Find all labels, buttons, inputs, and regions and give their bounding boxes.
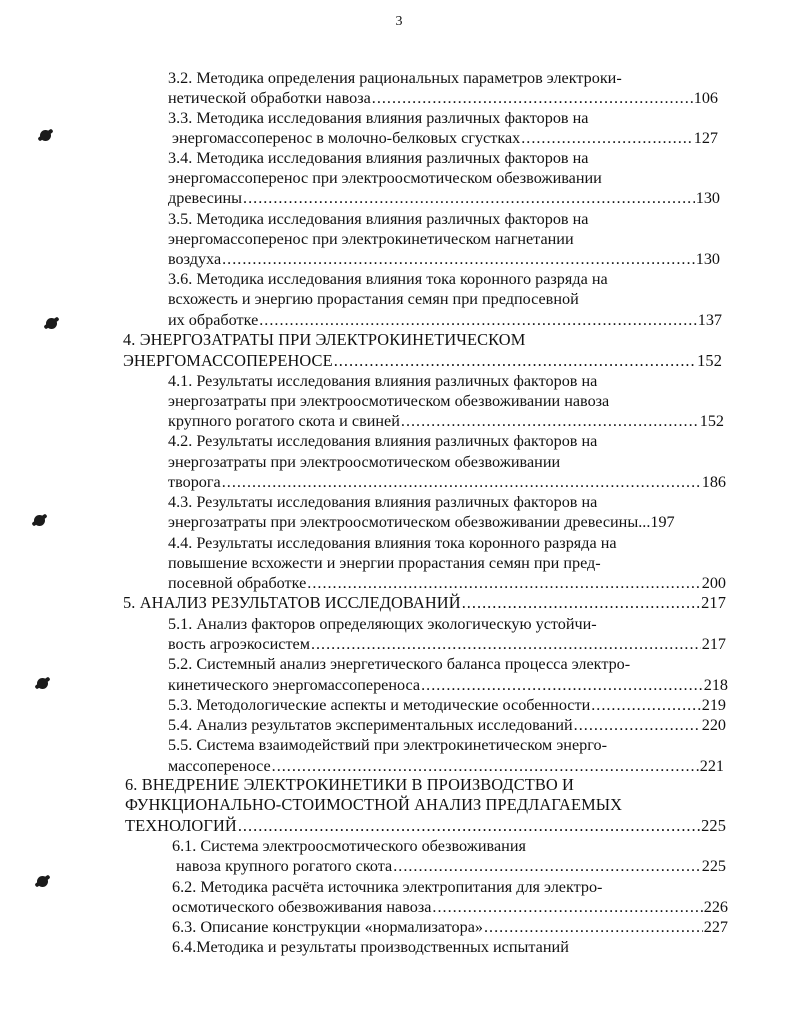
toc-entry-text: 5.1. Анализ факторов определяющих экологическую устойчи- (168, 615, 597, 633)
scan-speck (34, 515, 45, 526)
toc-entry-text: 4.2. Результаты исследования влияния различных факторов на (168, 432, 598, 450)
page-number: 3 (395, 14, 403, 29)
toc-entry-line (168, 735, 607, 755)
toc-chapter-heading (125, 795, 622, 815)
toc-entry-text: 4.3. Результаты исследования влияния различных факторов на (168, 493, 598, 511)
toc-entry-text: нетической обработки навоза (168, 89, 371, 107)
toc-entry-text: 6. ВНЕДРЕНИЕ ЭЛЕКТРОКИНЕТИКИ В ПРОИЗВОДСТВО И (125, 775, 574, 794)
toc-page-number: 106 (693, 89, 718, 107)
toc-entry-line (172, 877, 602, 897)
toc-entry-line (168, 472, 726, 492)
toc-entry-text: 5.2. Системный анализ энергетического баланса процесса электро- (168, 655, 631, 673)
dot-leader (421, 675, 703, 695)
dot-leader (311, 634, 701, 654)
toc-entry-line (168, 249, 720, 269)
toc-chapter-heading (123, 351, 722, 371)
dot-leader (222, 249, 695, 269)
toc-entry-line (168, 108, 588, 128)
toc-entry-line (168, 715, 726, 735)
toc-page-number: 137 (697, 311, 722, 329)
toc-entry-line (168, 573, 726, 593)
toc-entry-text: энергомассоперенос при электрокинетическом нагнетании (168, 230, 574, 248)
toc-entry-line (168, 229, 574, 249)
toc-entry-line (168, 533, 617, 553)
toc-entry-line (168, 675, 728, 695)
toc-entry-line (168, 512, 675, 532)
dot-leader (401, 411, 699, 431)
toc-entry-line (168, 371, 597, 391)
scan-speck (37, 678, 48, 689)
toc-page-number: 218 (703, 676, 728, 694)
scan-speck (37, 876, 48, 887)
toc-entry-text: 3.6. Методика исследования влияния тока коронного разряда на (168, 270, 608, 288)
toc-entry-text: 6.4.Методика и результаты производственных испытаний (172, 938, 569, 956)
toc-entry-line (168, 310, 722, 330)
toc-page-number: 217 (701, 593, 726, 612)
toc-entry-text: энергозатраты при электроосмотическом обезвоживании (168, 453, 561, 471)
toc-entry-text: повышение всхожести и энергии прорастания семян при пред- (168, 554, 601, 572)
toc-entry-text: посевной обработке (168, 574, 307, 592)
toc-page-number: 217 (701, 635, 726, 653)
toc-entry-text: творога (168, 473, 221, 491)
toc-entry-text: 4.1. Результаты исследования влияния различных факторов на (168, 372, 598, 390)
toc-page-number: 130 (695, 189, 720, 207)
toc-entry-line (168, 269, 608, 289)
toc-entry-text: 5.4. Анализ результатов экспериментальных исследований (168, 716, 573, 734)
toc-entry-text: 4.4. Результаты исследования влияния тока коронного разряда на (168, 534, 617, 552)
toc-entry-line (168, 209, 588, 229)
toc-entry-text: древесины (168, 189, 243, 207)
dot-leader (272, 756, 699, 776)
toc-entry-text: энергозатраты при электроосмотическом обезвоживании древесины...197 (168, 513, 675, 531)
toc-entry-text: 5.3. Методологические аспекты и методические особенности (168, 696, 591, 714)
toc-entry-text: массопереносе (168, 757, 271, 775)
dot-leader (432, 897, 702, 917)
toc-entry-line (168, 634, 726, 654)
toc-entry-line (168, 695, 726, 715)
toc-page-number: 186 (701, 473, 726, 491)
toc-entry-line (172, 128, 718, 148)
toc-entry-line (168, 68, 622, 88)
dot-leader (591, 695, 700, 715)
toc-entry-text: осмотического обезвоживания навоза (172, 898, 432, 916)
dot-leader (462, 593, 700, 613)
scan-speck (40, 130, 51, 141)
toc-entry-text: 3.2. Методика определения рациональных параметров электроки- (168, 69, 622, 87)
dot-leader (222, 472, 701, 492)
toc-entry-text: ФУНКЦИОНАЛЬНО-СТОИМОСТНОЙ АНАЛИЗ ПРЕДЛАГАЕМЫХ (125, 795, 623, 814)
dot-leader (521, 128, 692, 148)
toc-chapter-heading (123, 593, 726, 613)
toc-page-number: 227 (703, 918, 728, 936)
toc-entry-line (168, 452, 560, 472)
toc-entry-line (168, 431, 597, 451)
toc-entry-text: всхожесть и энергию прорастания семян при предпосевной (168, 290, 579, 308)
toc-entry-text: навоза крупного рогатого скота (176, 857, 393, 875)
toc-chapter-heading (123, 330, 525, 350)
toc-entry-line (168, 188, 720, 208)
dot-leader (372, 88, 693, 108)
toc-entry-text: 5.5. Система взаимодействий при электрокинетическом энерго- (168, 736, 607, 754)
toc-entry-text: энергомассоперенос в молочно-белковых сгустках (172, 129, 521, 147)
toc-entry-line (172, 937, 569, 957)
toc-entry-text: 3.5. Методика исследования влияния различных факторов на (168, 210, 589, 228)
toc-page-number: 130 (695, 250, 720, 268)
toc-entry-line (168, 614, 597, 634)
toc-entry-text: ТЕХНОЛОГИЙ (125, 816, 237, 835)
dot-leader (307, 573, 700, 593)
toc-entry-line (172, 897, 728, 917)
toc-entry-text: воздуха (168, 250, 222, 268)
toc-entry-line (168, 168, 602, 188)
toc-entry-line (168, 289, 579, 309)
toc-entry-line (172, 836, 526, 856)
toc-entry-line (172, 917, 728, 937)
toc-entry-text: 5. АНАЛИЗ РЕЗУЛЬТАТОВ ИССЛЕДОВАНИЙ (123, 593, 461, 612)
toc-page-number: 127 (693, 129, 718, 147)
toc-entry-text: 3.3. Методика исследования влияния различных факторов на (168, 109, 589, 127)
toc-chapter-heading (125, 816, 726, 836)
toc-entry-text: ЭНЕРГОМАССОПЕРЕНОСЕ (123, 351, 333, 370)
dot-leader (238, 816, 700, 836)
toc-entry-line (168, 654, 630, 674)
toc-page-number: 219 (701, 696, 726, 714)
dot-leader (574, 715, 701, 735)
toc-entry-text: 6.2. Методика расчёта источника электропитания для электро- (172, 878, 603, 896)
toc-entry-text: кинетического энергомассопереноса (168, 676, 421, 694)
dot-leader (334, 351, 696, 371)
toc-entry-text: вость агроэкосистем (168, 635, 310, 653)
toc-page-number: 152 (697, 351, 722, 370)
toc-entry-line (176, 856, 726, 876)
toc-entry-text: энергомассоперенос при электроосмотическом обезвоживании (168, 169, 602, 187)
toc-entry-text: 3.4. Методика исследования влияния различных факторов на (168, 149, 589, 167)
toc-page-number: 200 (701, 574, 726, 592)
toc-page-number: 221 (699, 757, 724, 775)
toc-entry-line (168, 756, 724, 776)
toc-entry-text: 6.3. Описание конструкции «нормализатора» (172, 918, 483, 936)
dot-leader (243, 188, 695, 208)
toc-page-number: 225 (701, 857, 726, 875)
toc-entry-line (168, 411, 724, 431)
toc-page-number: 220 (701, 716, 726, 734)
toc-entry-line (168, 391, 609, 411)
toc-entry-text: энергозатраты при электроосмотическом обезвоживании навоза (168, 392, 610, 410)
dot-leader (393, 856, 700, 876)
toc-entry-line (168, 553, 601, 573)
toc-page-number: 225 (701, 816, 726, 835)
toc-entry-line (168, 88, 718, 108)
toc-entry-text: 6.1. Система электроосмотического обезвоживания (172, 837, 526, 855)
scan-speck (46, 318, 57, 329)
toc-entry-text: крупного рогатого скота и свиней (168, 412, 400, 430)
dot-leader (484, 917, 703, 937)
toc-entry-line (168, 492, 597, 512)
toc-entry-text: 4. ЭНЕРГОЗАТРАТЫ ПРИ ЭЛЕКТРОКИНЕТИЧЕСКОМ (123, 330, 526, 349)
toc-chapter-heading (125, 775, 574, 795)
toc-entry-line (168, 148, 588, 168)
toc-page-number: 226 (703, 898, 728, 916)
toc-entry-text: их обработке (168, 311, 259, 329)
toc-page-number: 152 (699, 412, 724, 430)
dot-leader (259, 310, 696, 330)
